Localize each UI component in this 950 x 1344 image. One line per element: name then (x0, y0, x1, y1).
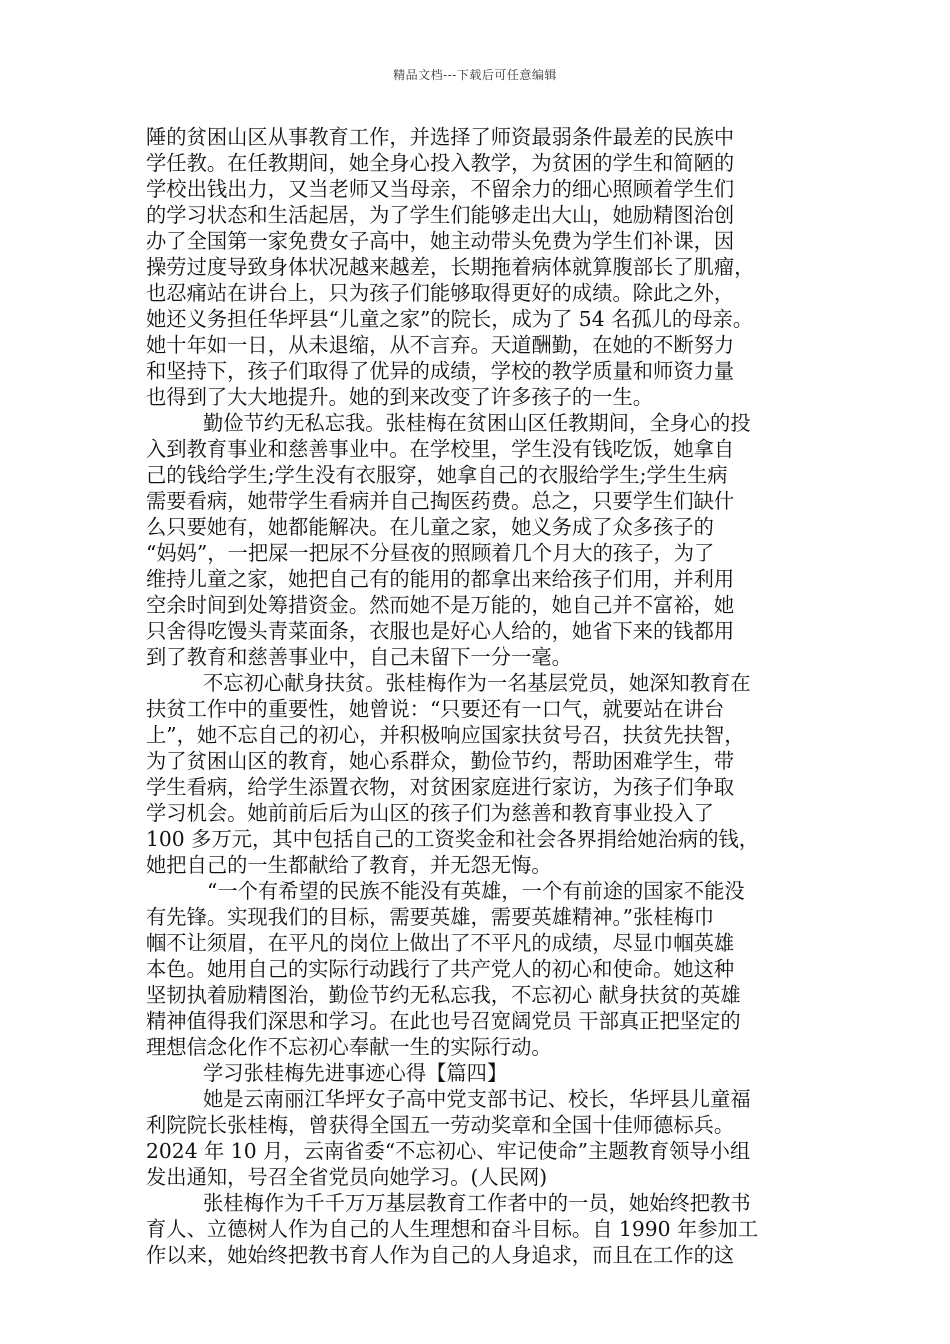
document-body (146, 124, 808, 1268)
text-line: 精神值得我们深思和学习。在此也号召宽阔党员 干部真正把坚定的 (146, 1009, 741, 1033)
text-line: “妈妈”，一把屎一把尿不分昼夜的照顾着几个月大的孩子，为了 (146, 541, 715, 565)
text-line: 为了贫困山区的教育，她心系群众，勤俭节约，帮助困难学生，带 (146, 749, 735, 773)
text-line: 坚韧执着励精图治，勤俭节约无私忘我，不忘初心 献身扶贫的英雄 (146, 983, 741, 1007)
text-line: 扶贫工作中的重要性，她曾说：“只要还有一口气，就要站在讲台 (146, 697, 725, 721)
text-line: 学任教。在任教期间，她全身心投入教学，为贫困的学生和简陋的 (146, 151, 735, 175)
text-line: 学校出钱出力，又当老师又当母亲，不留余力的细心照顾着学生们 (146, 177, 735, 201)
text-line: 和坚持下，孩子们取得了优异的成绩，学校的教学质量和师资力量 (146, 359, 735, 383)
text-line: 她十年如一日，从未退缩，从不言弃。天道酬勤，在她的不断努力 (146, 333, 735, 357)
text-line: 发出通知，号召全省党员向她学习。(人民网) (146, 1165, 548, 1189)
text-line: 的学习状态和生活起居，为了学生们能够走出大山，她励精图治创 (146, 203, 735, 227)
text-line: 到了教育和慈善事业中，自己未留下一分一毫。 (146, 645, 572, 669)
text-line: 也得到了大大地提升。她的到来改变了许多孩子的一生。 (146, 385, 654, 409)
text-line: 空余时间到处筹措资金。然而她不是万能的，她自己并不富裕，她 (146, 593, 735, 617)
text-line: 也忍痛站在讲台上，只为孩子们能够取得更好的成绩。除此之外， (146, 281, 735, 305)
section-heading: 学习张桂梅先进事迹心得【篇四】 (203, 1061, 508, 1085)
text-line: 帼不让须眉，在平凡的岗位上做出了不平凡的成绩，尽显巾帼英雄 (146, 931, 735, 955)
paragraph-start-line: 她是云南丽江华坪女子高中党支部书记、校长，华坪县儿童福 (203, 1087, 751, 1111)
text-line: 理想信念化作不忘初心奉献一生的实际行动。 (146, 1035, 552, 1059)
paragraph-start-line: “一个有希望的民族不能没有英雄，一个有前途的国家不能没 (207, 879, 745, 903)
text-line: 陲的贫困山区从事教育工作，并选择了师资最弱条件最差的民族中 (146, 125, 735, 149)
text-line: 上”，她不忘自己的初心，并积极响应国家扶贫号召，扶贫先扶智， (146, 723, 745, 747)
paragraph-start-line: 勤俭节约无私忘我。张桂梅在贫困山区任教期间，全身心的投 (203, 411, 751, 435)
text-line: 学习机会。她前前后后为山区的孩子们为慈善和教育事业投入了 (146, 801, 714, 825)
text-line: 办了全国第一家免费女子高中，她主动带头免费为学生们补课，因 (146, 229, 735, 253)
text-line: 2024 年 10 月，云南省委“不忘初心、牢记使命”主题教育领导小组 (146, 1139, 751, 1163)
text-line: 有先锋。实现我们的目标，需要英雄，需要英雄精神。”张桂梅巾 (146, 905, 715, 929)
paragraph-start-line: 张桂梅作为千千万万基层教育工作者中的一员，她始终把教书 (203, 1191, 751, 1215)
text-line: 操劳过度导致身体状况越来越差，长期拖着病体就算腹部长了肌瘤， (146, 255, 755, 279)
text-line: 利院院长张桂梅，曾获得全国五一劳动奖章和全国十佳师德标兵。 (146, 1113, 735, 1137)
text-line: 己的钱给学生;学生没有衣服穿，她拿自己的衣服给学生;学生生病 (146, 463, 728, 487)
text-line: 作以来，她始终把教书育人作为自己的人身追求，而且在工作的这 (146, 1243, 735, 1267)
text-line: 么只要她有，她都能解决。在儿童之家，她义务成了众多孩子的 (146, 515, 714, 539)
text-line: 只舍得吃馒头青菜面条，衣服也是好心人给的，她省下来的钱都用 (146, 619, 735, 643)
text-line: 本色。她用自己的实际行动践行了共产党人的初心和使命。她这种 (146, 957, 735, 981)
text-line: 育人、立德树人作为自己的人生理想和奋斗目标。自 1990 年参加工 (146, 1217, 759, 1241)
text-line: 她还义务担任华坪县“儿童之家”的院长，成为了 54 名孤儿的母亲。 (146, 307, 754, 331)
text-line: 她把自己的一生都献给了教育，并无怨无悔。 (146, 853, 552, 877)
text-line: 学生看病，给学生添置衣物，对贫困家庭进行家访，为孩子们争取 (146, 775, 735, 799)
page-header: 精品文档---下载后可任意编辑 (393, 68, 557, 82)
text-line: 100 多万元，其中包括自己的工资奖金和社会各界捐给她治病的钱， (146, 827, 760, 851)
paragraph-start-line: 不忘初心献身扶贫。张桂梅作为一名基层党员，她深知教育在 (203, 671, 751, 695)
text-line: 入到教育事业和慈善事业中。在学校里，学生没有钱吃饭，她拿自 (146, 437, 735, 461)
text-line: 需要看病，她带学生看病并自己掏医药费。总之，只要学生们缺什 (146, 489, 735, 513)
text-line: 维持儿童之家，她把自己有的能用的都拿出来给孩子们用，并利用 (146, 567, 735, 591)
